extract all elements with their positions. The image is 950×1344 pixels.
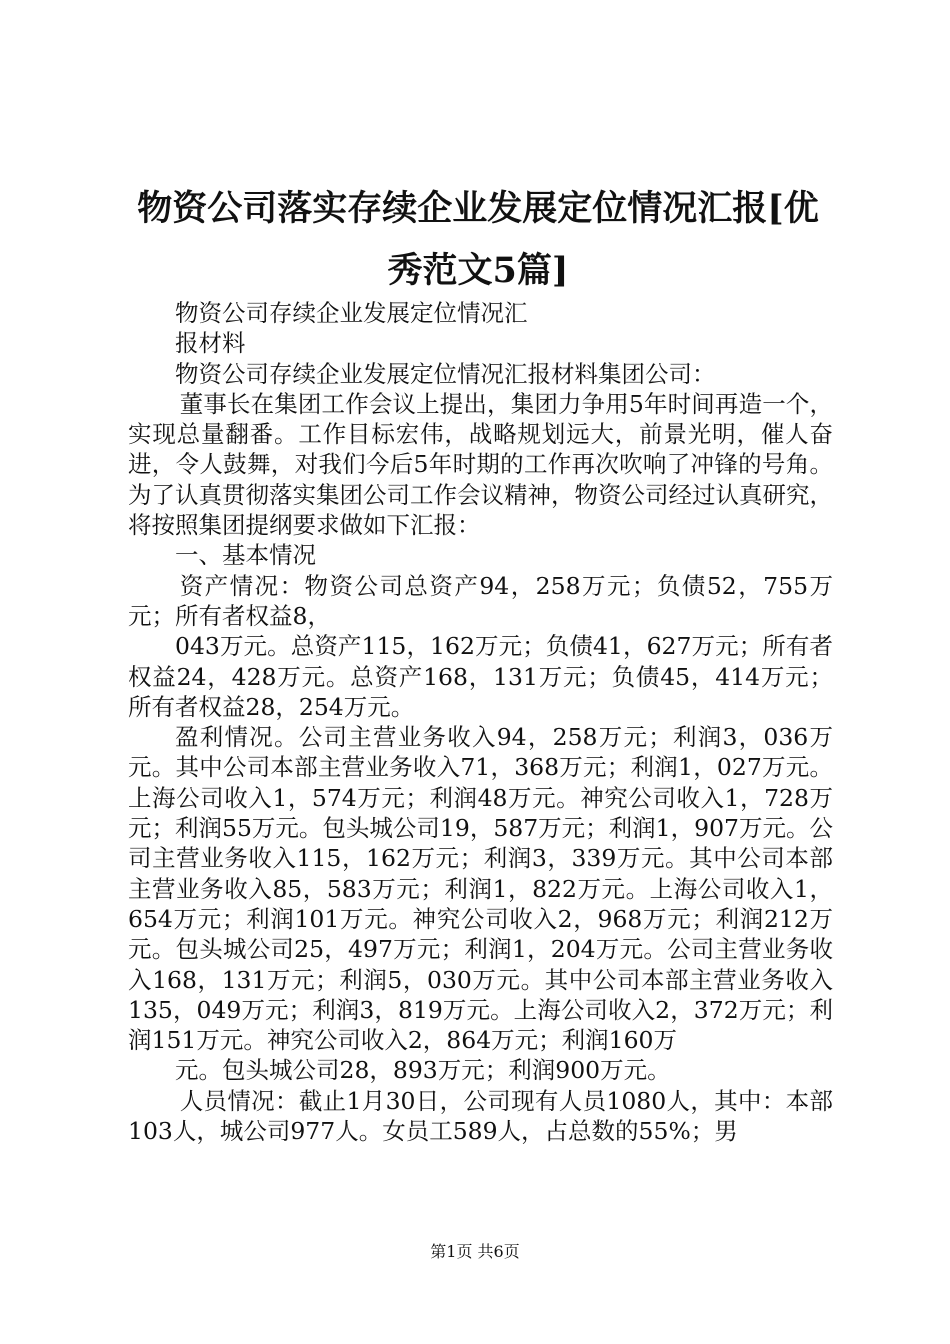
document-title: 物资公司落实存续企业发展定位情况汇报[优秀范文5篇] — [137, 188, 819, 291]
paragraph: 人员情况：截止1月30日，公司现有人员1080人，其中：本部103人，城公司977人。女员工589人，占总数的55%；男 — [128, 1086, 833, 1146]
page-footer: 第1页 共6页 — [430, 1242, 520, 1261]
section-heading: 一、基本情况 — [175, 541, 316, 570]
paragraph: 物资公司存续企业发展定位情况汇报材料集团公司： — [175, 359, 716, 388]
paragraph: 盈利情况。公司主营业务收入94，258万元；利润3，036万元。其中公司本部主营业务收入71，368万元；利润1，027万元。上海公司收入1，574万元；利润48万元。神究公司收入1，728万元；利润55万元。包头城公司19，587万元；利润1，907万元。公司主营业务收入115，162万元；利润3，339万元。其中公司本部主营业务收入85，583万元；利润1，822万元。上海公司收入1，654万元；利润101万元。神究公司收入2，968万元；利润212万元。包头城公司25，497万元；利润1，204万元。公司主营业务收入168，131万元；利润5，030万元。其中公司本部主营业务收入135，049万元；利润3，819万元。上海公司收入2，372万元；利润151万元。神究公司收入2，864万元；利润160万 — [128, 723, 833, 1055]
paragraph: 报材料 — [175, 329, 246, 358]
document-body — [128, 298, 833, 1146]
paragraph: 物资公司存续企业发展定位情况汇 — [175, 299, 528, 327]
paragraph: 043万元。总资产115，162万元；负债41，627万元；所有者权益24，428万元。总资产168，131万元；负债45，414万元；所有者权益28，254万元。 — [128, 632, 833, 721]
paragraph: 元。包头城公司28，893万元；利润900万元。 — [175, 1056, 671, 1085]
paragraph: 资产情况：物资公司总资产94，258万元；负债52，755万元；所有者权益8， — [128, 571, 833, 630]
paragraph: 董事长在集团工作会议上提出，集团力争用5年时间再造一个，实现总量翻番。工作目标宏伟，战略规划远大，前景光明，催人奋进，令人鼓舞，对我们今后5年时期的工作再次吹响了冲锋的号角。为了认真贯彻落实集团公司工作会议精神，物资公司经过认真研究，将按照集团提纲要求做如下汇报： — [128, 389, 833, 540]
